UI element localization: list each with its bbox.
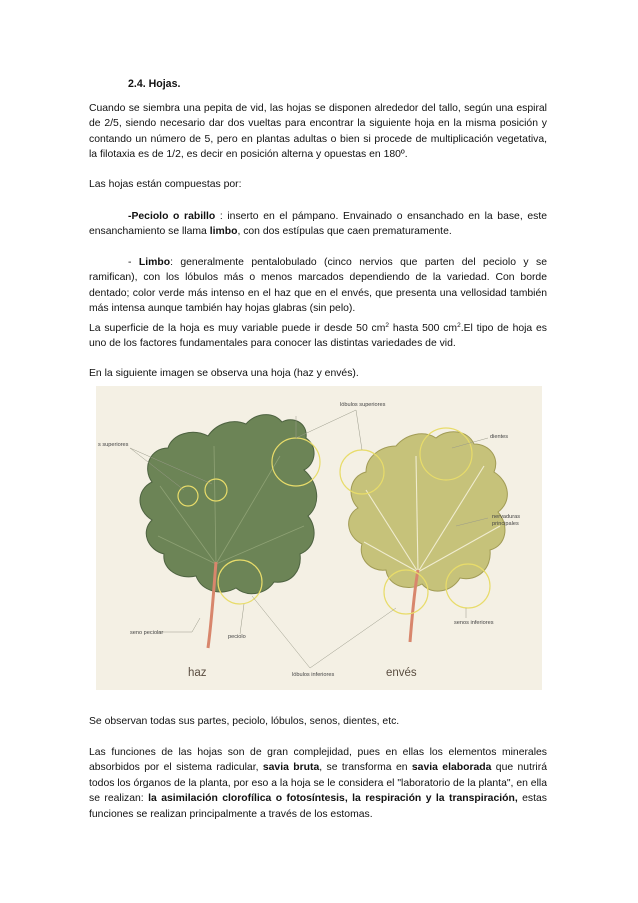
superficie-text-b: hasta 500 cm [389,323,458,334]
section-heading: 2.4. Hojas. [128,78,181,90]
term-limbo-inline: limbo [209,226,238,238]
paragraph-imagen-intro: En la siguiente imagen se observa una hoja (haz y envés). [89,368,359,379]
label-lobulos-superiores: lóbulos superiores [340,402,386,408]
label-senos-inferiores: senos inferiores [454,620,494,626]
label-senos-superiores: s superiores [98,442,129,448]
funciones-text-a: Las funciones de las hojas son de gran complejidad, pues en ellas los elementos minerales absorbidos por el sistema radicular, [89,747,547,774]
term-savia-bruta: savia bruta [262,762,320,774]
paragraph-peciolo [89,209,547,240]
paragraph-superficie [89,321,547,352]
label-nervaduras-1: nervaduras [492,514,520,520]
funciones-text-c: que nutrirá todos los órganos de la planta, por eso a la hoja se le considera el "laboratorio de la planta", en ella se realizan: [89,762,547,805]
peciolo-text-b: , con dos estípulas que caen prematuramente. [237,226,452,238]
limbo-dash: - [128,257,139,268]
superficie-sup-2: 2 [457,322,461,329]
peciolo-text-a: : inserto en el pámpano. Envainado o ensanchado en la base, este ensanchamiento se llama [89,211,547,238]
superficie-sup-1: 2 [385,322,390,329]
leaf-illustration [96,386,542,690]
label-haz: haz [188,667,207,679]
label-dientes: dientes [490,434,509,440]
enves-blade [349,432,508,591]
label-nervaduras-2: principales [492,521,519,527]
paragraph-partes: Se observan todas sus partes, peciolo, lóbulos, senos, dientes, etc. [89,716,400,727]
funciones-text-d: estas funciones se realizan principalmente a través de los estomas. [89,793,547,820]
term-limbo: Limbo [138,257,171,268]
label-enves: envés [386,667,417,679]
paragraph-composicion: Las hojas están compuestas por: [89,179,242,190]
term-savia-elaborada: savia elaborada [411,762,492,774]
term-peciolo: -Peciolo o rabillo [128,211,216,222]
label-peciolo: peciolo [228,634,246,640]
term-procesos: la asimilación clorofílica o fotosíntesis, la respiración y la transpiración, [148,793,518,805]
paragraph-limbo [89,255,547,317]
limbo-text: : generalmente pentalobulado (cinco nervios que parten del peciolo y se ramifican), con los lóbulos más o menos marcados dependiendo de la variedad. Con borde dentado; color verde más intenso en el haz que en el envés, que presenta una vellosidad también más intensa aunque también hay hojas glabras (sin pelo). [89,257,547,315]
leaf-figure [96,386,542,690]
label-seno-peciolar: seno peciolar [130,630,164,636]
superficie-text-a: La superficie de la hoja es muy variable puede ir desde 50 cm [89,323,386,334]
paragraph-funciones [89,745,547,822]
funciones-text-b: , se transforma en [319,762,412,774]
paragraph-filotaxia: Cuando se siembra una pepita de vid, las hojas se disponen alrededor del tallo, según una espiral de 2/5, siendo necesario dar dos vueltas para encontrar la siguiente hoja en la misma posición y contando un número de 5, pero en plantas adultas o bien si procede de multiplicación vegetativa, la filotaxia es de 1/2, es decir en posición alterna y opuestas en 180º. [89,103,547,161]
label-lobulos-inferiores: lóbulos inferiores [292,672,335,678]
superficie-text-c: .El tipo de hoja es uno de los factores fundamentales para conocer las distintas variedades de vid. [89,323,547,350]
